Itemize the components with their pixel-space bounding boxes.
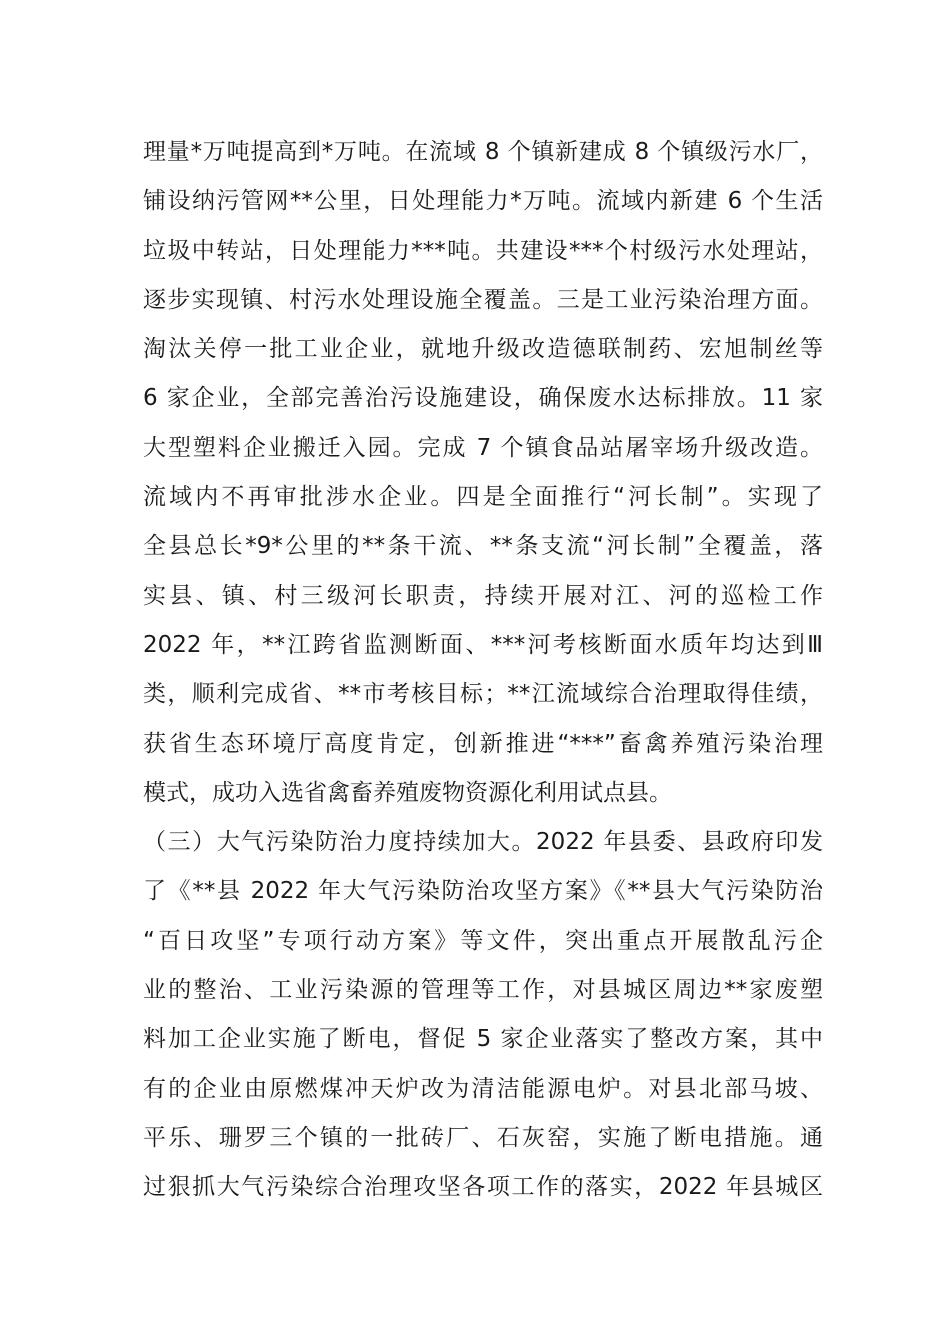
text-line: 平乐、珊罗三个镇的一批砖厂、石灰窑，实施了断电措施。通 (143, 1124, 823, 1151)
text-line: 铺设纳污管网**公里，日处理能力*万吨。流域内新建 6 个生活 (143, 188, 823, 215)
text-line: 理量*万吨提高到*万吨。在流域 8 个镇新建成 8 个镇级污水厂， (143, 139, 823, 165)
body-text (143, 128, 823, 1213)
text-line: 了《**县 2022 年大气污染防治攻坚方案》《**县大气污染防治 (143, 878, 823, 905)
text-line: 获省生态环境厅高度肯定，创新推进“***”畜禽养殖污染治理 (143, 730, 823, 757)
text-line: 料加工企业实施了断电，督促 5 家企业落实了整改方案，其中 (143, 1026, 823, 1053)
text-line: 类，顺利完成省、**市考核目标；**江流域综合治理取得佳绩， (143, 681, 823, 708)
text-line: 过狠抓大气污染综合治理攻坚各项工作的落实，2022 年县城区 (143, 1174, 823, 1201)
text-line: 6 家企业，全部完善治污设施建设，确保废水达标排放。11 家 (143, 385, 823, 412)
text-line: 逐步实现镇、村污水处理设施全覆盖。三是工业污染治理方面。 (143, 286, 823, 313)
text-line: 流域内不再审批涉水企业。四是全面推行“河长制”。实现了 (143, 484, 823, 511)
text-line: 2022 年，**江跨省监测断面、***河考核断面水质年均达到Ⅲ (143, 631, 823, 658)
text-line: 业的整治、工业污染源的管理等工作，对县城区周边**家废塑 (143, 977, 823, 1004)
text-line: 大型塑料企业搬迁入园。完成 7 个镇食品站屠宰场升级改造。 (143, 434, 823, 461)
text-line: 淘汰关停一批工业企业，就地升级改造德联制药、宏旭制丝等 (143, 336, 823, 363)
text-line: 模式，成功入选省禽畜养殖废物资源化利用试点县。 (143, 779, 672, 806)
text-line: 实县、镇、村三级河长职责，持续开展对江、河的巡检工作 (143, 582, 823, 609)
text-line: 垃圾中转站，日处理能力***吨。共建设***个村级污水处理站， (143, 237, 823, 264)
text-line: （三）大气污染防治力度持续加大。2022 年县委、县政府印发 (143, 829, 823, 856)
text-line: “百日攻坚”专项行动方案》等文件，突出重点开展散乱污企 (143, 927, 823, 954)
text-line: 全县总长*9*公里的**条干流、**条支流“河长制”全覆盖，落 (143, 533, 823, 560)
text-line: 有的企业由原燃煤冲天炉改为清洁能源电炉。对县北部马坡、 (143, 1075, 823, 1102)
